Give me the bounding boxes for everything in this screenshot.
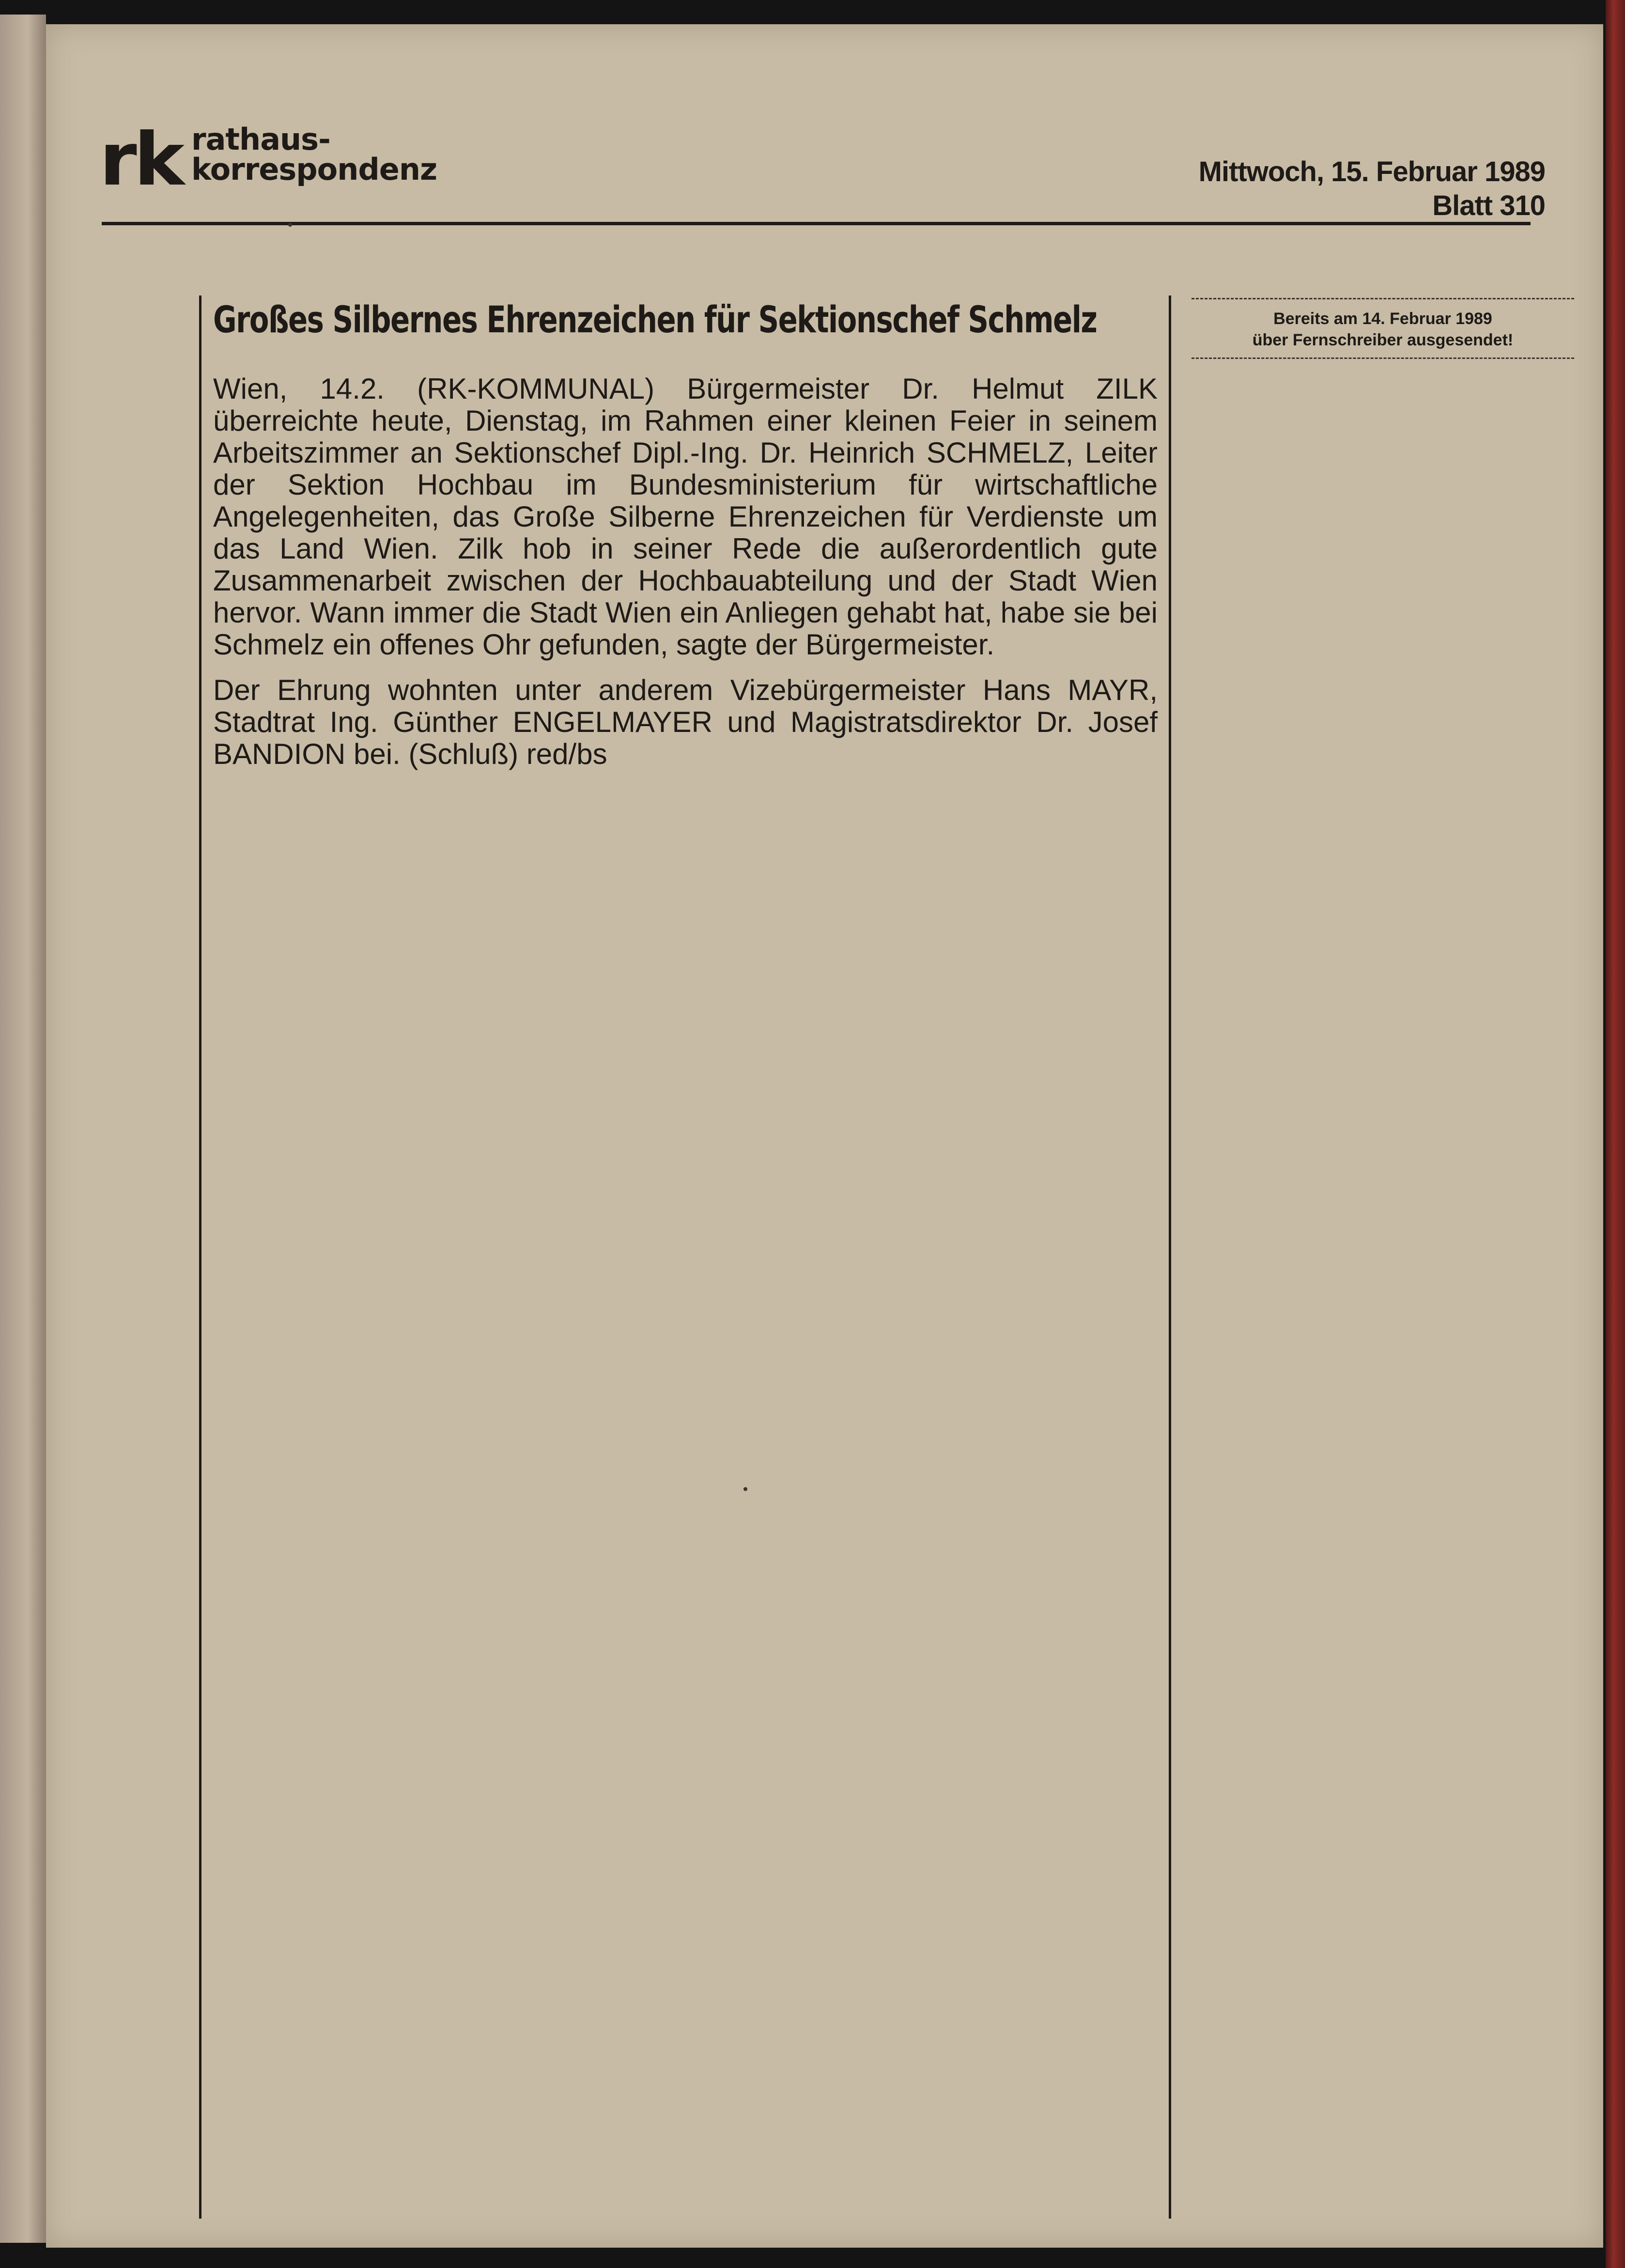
header-divider [102,222,1531,225]
sheet-number: Blatt 310 [1432,190,1545,221]
dispatch-note-line-2: über Fernschreiber ausgesendet! [1252,331,1514,349]
dispatch-note [1192,298,1574,359]
article-paragraph: Wien, 14.2. (RK-KOMMUNAL) Bürgermeister Dr. Helmut ZILK überreichte heute, Dienstag, im Rahmen einer kleinen Feier in seinem Arbeitszimmer an Sektionschef Dipl.-Ing. Dr. Heinrich SCHMELZ, Leiter der Sektion Hochbau im Bundesministerium für wirtschaftliche Angelegenheiten, das Große Silberne Ehrenzeichen für Verdienste um das Land Wien. Zilk hob in seiner Rede die außerordentlich gute Zusammenarbeit zwischen der Hochbauabteilung und der Stadt Wien hervor. Wann immer die Stadt Wien ein Anliegen gehabt hat, habe sie bei Schmelz ein offenes Ohr gefunden, sagte der Bürgermeister. [213,373,1158,661]
article-title: Großes Silbernes Ehrenzeichen für Sektionschef Schmelz [213,298,1097,341]
logo-line-2: korrespondenz [191,152,437,187]
header-meta [1199,155,1545,223]
previous-page-edge [0,15,46,2243]
column-rule-left [199,295,201,2219]
paper-speck [288,223,292,227]
dispatch-note-line-1: Bereits am 14. Februar 1989 [1273,310,1492,328]
rk-logo [99,119,487,216]
binding-spine [1606,0,1625,2268]
document-page [46,24,1603,2248]
logo-line-1: rathaus- [191,122,330,157]
logo-wordmark [191,124,437,185]
article-paragraph: Der Ehrung wohnten unter anderem Vizebürgermeister Hans MAYR, Stadtrat Ing. Günther ENGELMAYER und Magistratsdirektor Dr. Josef BANDION bei. (Schluß) red/bs [213,674,1158,770]
paper-speck [743,1487,747,1491]
logo-mark: rk [99,118,182,202]
issue-date: Mittwoch, 15. Februar 1989 [1198,156,1545,187]
article [213,295,1158,784]
column-rule-right [1169,295,1171,2219]
